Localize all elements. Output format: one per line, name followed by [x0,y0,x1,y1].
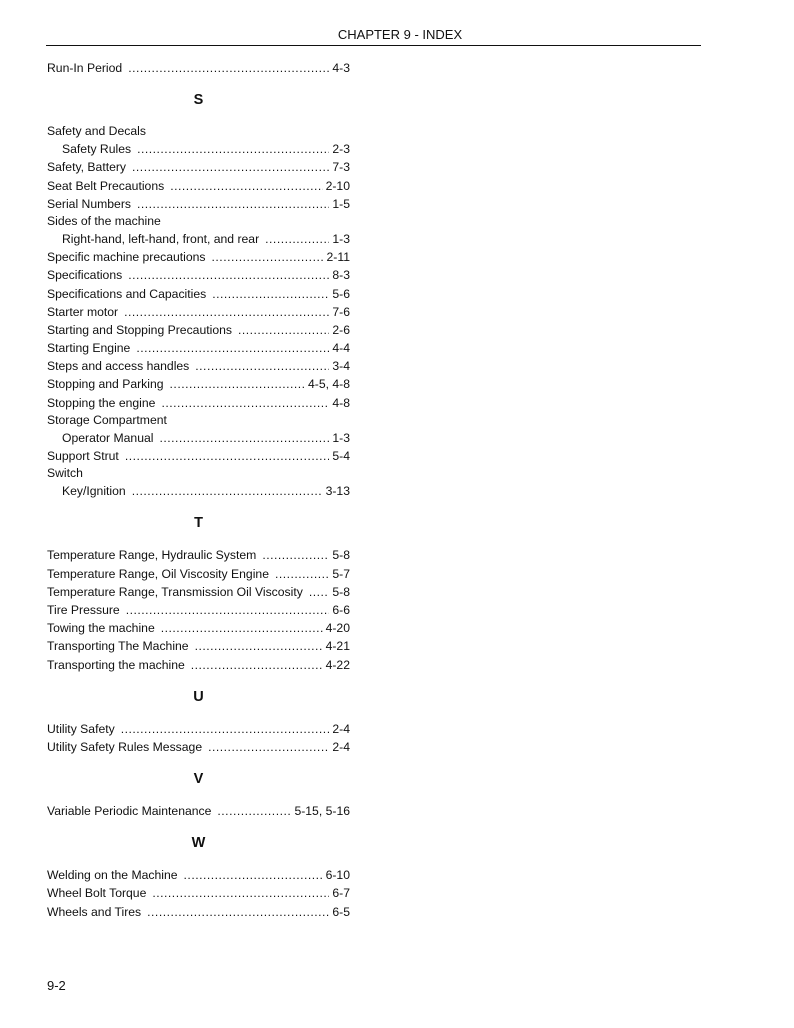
index-page-ref: 5-7 [332,566,350,581]
index-term: Towing the machine [47,621,155,636]
index-entry [47,601,350,619]
index-page-ref: 3-13 [325,484,350,499]
index-term: Utility Safety [47,721,115,736]
index-term: Temperature Range, Transmission Oil Viscosity [47,584,303,599]
index-subentry [47,482,350,500]
dot-leader [309,583,330,601]
index-page-ref: 6-10 [325,868,350,883]
index-term: Temperature Range, Oil Viscosity Engine [47,566,269,581]
index-entry [47,720,350,738]
index-entry [47,248,350,266]
index-page-ref: 4-3 [332,61,350,75]
chapter-title: CHAPTER 9 - INDEX [337,27,463,42]
index-page-ref: 2-11 [326,250,350,265]
index-page-ref: 2-4 [332,721,350,736]
index-entry [47,546,350,564]
index-page-ref: 4-5, 4-8 [307,377,350,392]
index-page-ref: 2-3 [332,142,350,157]
section-letter-heading: S [193,92,204,109]
index-subentry [47,230,350,248]
index-term: Key/Ignition [62,484,126,499]
dot-leader [152,884,329,902]
index-term: Variable Periodic Maintenance [47,804,212,819]
page-header-title [0,27,746,42]
index-entry [47,266,350,284]
dot-leader [212,248,324,266]
header-divider [46,45,701,46]
index-page-ref: 1-3 [332,231,350,246]
index-page-ref: 5-8 [332,584,350,599]
index-page-ref: 5-6 [332,286,350,301]
index-entry [47,357,350,375]
index-page-ref: 6-7 [332,886,350,901]
dot-leader [170,375,305,393]
index-page-ref: 1-3 [332,430,350,445]
index-entry [47,303,350,321]
dot-leader [121,720,330,738]
index-term: Sides of the machine [47,213,161,228]
index-term: Support Strut [47,449,119,463]
index-term: Seat Belt Precautions [47,178,165,193]
index-page-ref: 2-6 [332,322,350,337]
index-entry [47,866,350,884]
index-entry [47,884,350,902]
index-entry [47,195,350,213]
index-term: Switch [47,466,83,481]
index-term: Wheel Bolt Torque [47,886,147,901]
dot-leader [195,357,329,375]
index-page-ref: 2-4 [332,739,350,754]
index-heading-entry [47,412,350,429]
index-entry [47,158,350,176]
index-entry [47,447,350,465]
index-page-ref: 7-3 [332,160,350,175]
index-term: Wheels and Tires [47,904,142,919]
index-page-ref: 7-6 [332,304,350,319]
index-page-ref: 8-3 [332,268,350,283]
section-letter-heading: V [193,771,204,788]
index-page-ref: 5-4 [332,449,350,463]
index-term: Safety, Battery [47,160,127,175]
index-page-ref: 3-4 [332,359,350,374]
index-entry [47,285,350,303]
dot-leader [275,565,329,583]
index-term: Specifications [47,268,123,283]
index-entry [47,802,350,820]
dot-leader [161,619,323,637]
dot-leader [212,285,329,303]
index-term: Transporting The Machine [47,639,189,654]
dot-leader [132,482,323,500]
index-entry [47,394,350,412]
index-term: Starting Engine [47,341,131,356]
dot-leader [191,656,323,674]
index-page-ref: 4-4 [332,341,350,356]
index-term: Safety and Decals [47,124,146,139]
index-page-ref: 6-6 [332,602,350,617]
index-heading-entry [47,213,350,230]
index-entry [47,375,350,393]
dot-leader [161,394,329,412]
dot-leader [124,303,329,321]
index-term: Tire Pressure [47,602,120,617]
index-term: Steps and access handles [47,359,190,374]
index-term: Welding on the Machine [47,868,178,883]
index-term: Starting and Stopping Precautions [47,322,232,337]
index-term: Storage Compartment [47,412,167,427]
dot-leader [195,637,323,655]
dot-leader [128,59,329,77]
index-page-ref: 5-15, 5-16 [294,804,350,819]
index-entry [47,637,350,655]
index-entry [47,738,350,756]
index-entry [47,656,350,674]
index-page-ref: 1-5 [332,196,350,211]
index-term: Right-hand, left-hand, front, and rear [62,231,260,246]
section-letter-heading: T [194,515,203,532]
index-column [47,59,350,921]
index-entry [47,177,350,195]
dot-leader [126,601,330,619]
index-heading-entry [47,465,350,482]
index-entry [47,339,350,357]
dot-leader [238,321,329,339]
index-term: Starter motor [47,304,119,319]
index-term: Transporting the machine [47,657,185,672]
index-term: Specifications and Capacities [47,286,207,301]
footer-page-number: 9-2 [47,978,66,993]
index-term: Run-In Period [47,61,123,75]
dot-leader [125,447,330,465]
index-page-ref: 4-21 [325,639,350,654]
dot-leader [184,866,323,884]
index-term: Temperature Range, Hydraulic System [47,548,257,563]
index-term: Utility Safety Rules Message [47,739,203,754]
index-page-ref: 4-20 [325,621,350,636]
dot-leader [128,266,329,284]
dot-leader [217,802,291,820]
index-term: Stopping and Parking [47,377,164,392]
index-page-ref: 4-22 [325,657,350,672]
index-entry [47,59,350,77]
index-entry [47,583,350,601]
index-term: Serial Numbers [47,196,131,211]
index-page-ref: 2-10 [325,178,350,193]
index-page-ref: 5-8 [332,548,350,563]
dot-leader [265,230,329,248]
section-letter-heading: U [193,688,204,705]
index-page-ref: 6-5 [332,904,350,919]
dot-leader [137,195,329,213]
dot-leader [132,158,329,176]
index-entry [47,565,350,583]
index-page-ref: 4-8 [332,395,350,410]
index-term: Safety Rules [62,142,132,157]
index-term: Operator Manual [62,430,154,445]
index-entry [47,619,350,637]
dot-leader [208,738,329,756]
dot-leader [159,429,329,447]
index-entry [47,903,350,921]
dot-leader [170,177,322,195]
index-term: Specific machine precautions [47,250,206,265]
index-heading-entry [47,123,350,140]
index-subentry [47,140,350,158]
dot-leader [137,140,329,158]
dot-leader [262,546,329,564]
index-subentry [47,429,350,447]
section-letter-heading: W [191,835,206,852]
index-term: Stopping the engine [47,395,156,410]
dot-leader [136,339,329,357]
dot-leader [147,903,329,921]
index-entry [47,321,350,339]
